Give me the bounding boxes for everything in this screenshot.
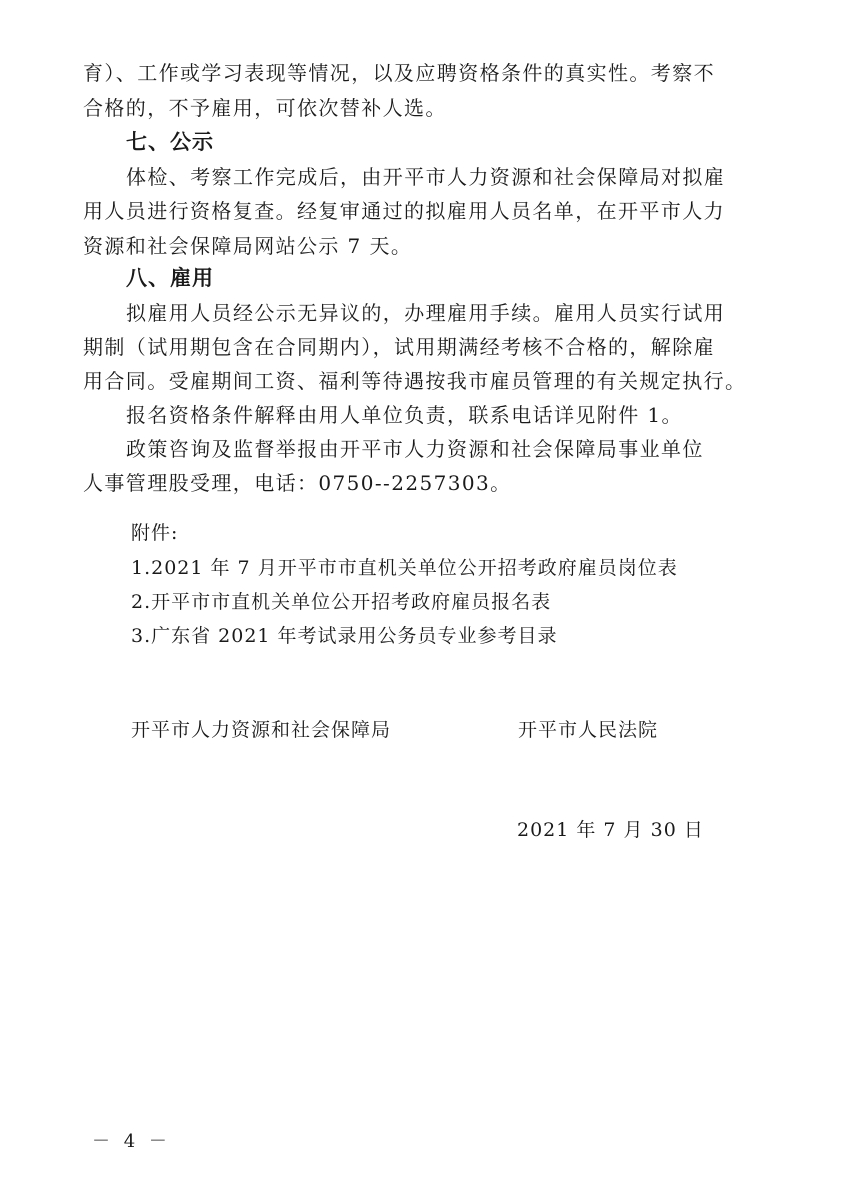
signature-date: 2021 年 7 月 30 日: [517, 819, 704, 841]
paragraph-line: 用合同。受雇期间工资、福利等待遇按我市雇员管理的有关规定执行。: [83, 369, 747, 393]
section-heading-publicity: 七、公示: [126, 130, 214, 154]
attachment-item-3: 3.广东省 2021 年考试录用公务员专业参考目录: [131, 625, 558, 647]
paragraph-line: 拟雇用人员经公示无异议的，办理雇用手续。雇用人员实行试用: [126, 301, 726, 325]
paragraph-line: 资源和社会保障局网站公示 7 天。: [83, 234, 413, 258]
paragraph-line: 用人员进行资格复查。经复审通过的拟雇用人员名单，在开平市人力: [83, 199, 725, 223]
attachments-label: 附件:: [131, 522, 179, 544]
paragraph-line: 育）、工作或学习表现等情况，以及应聘资格条件的真实性。考察不: [83, 61, 715, 85]
signature-org-hrss: 开平市人力资源和社会保障局: [131, 719, 392, 741]
attachment-item-2: 2.开平市市直机关单位公开招考政府雇员报名表: [131, 591, 552, 613]
paragraph-line: 政策咨询及监督举报由开平市人力资源和社会保障局事业单位: [126, 437, 704, 461]
section-heading-employment: 八、雇用: [126, 266, 214, 290]
page-number: － 4 －: [92, 1131, 171, 1152]
attachment-item-1: 1.2021 年 7 月开平市市直机关单位公开招考政府雇员岗位表: [131, 557, 678, 579]
paragraph-line: 报名资格条件解释由用人单位负责，联系电话详见附件 1。: [126, 403, 683, 427]
paragraph-line: 体检、考察工作完成后，由开平市人力资源和社会保障局对拟雇: [126, 165, 726, 189]
paragraph-line: 合格的，不予雇用，可依次替补人选。: [83, 96, 447, 120]
signature-org-court: 开平市人民法院: [518, 719, 659, 741]
paragraph-line: 人事管理股受理，电话：0750--2257303。: [83, 471, 512, 495]
paragraph-line: 期制（试用期包含在合同期内），试用期满经考核不合格的，解除雇: [83, 335, 715, 359]
